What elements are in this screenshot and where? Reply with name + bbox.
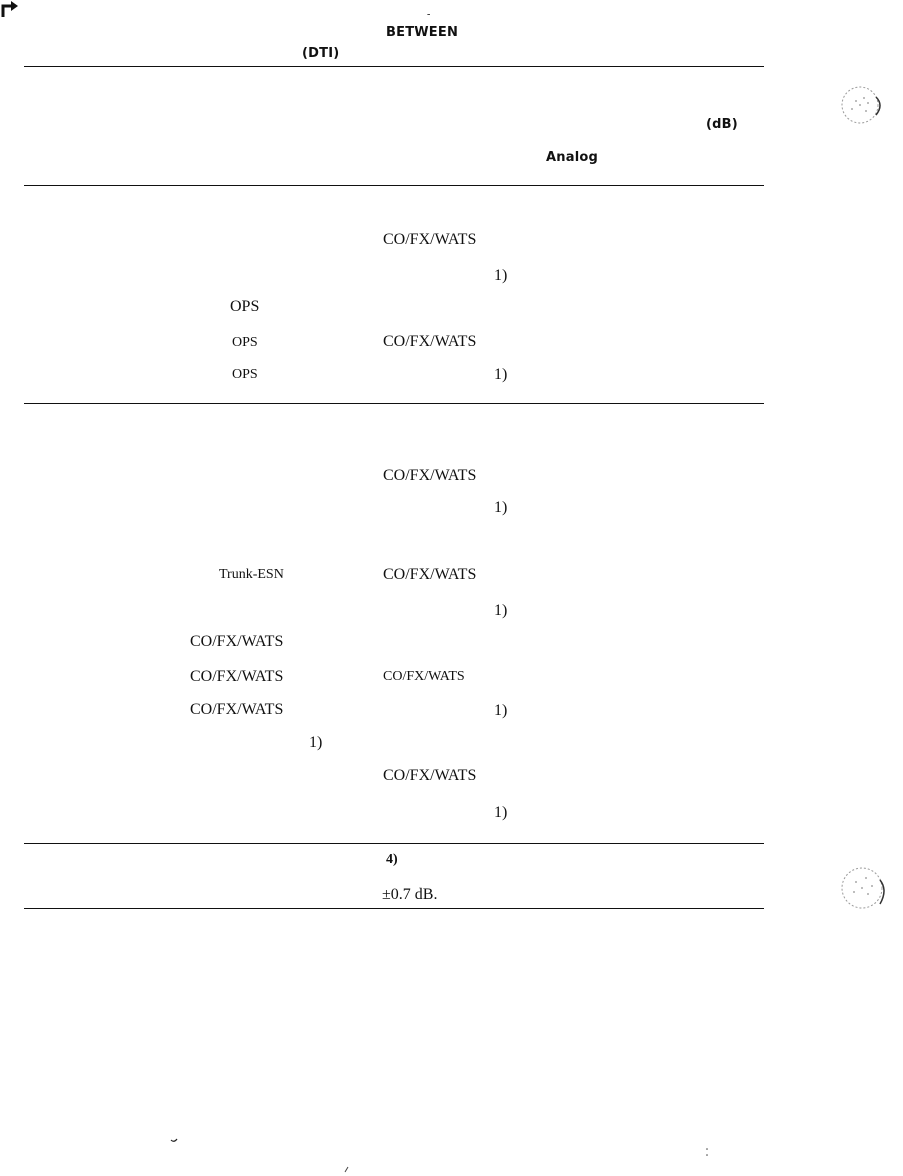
rule-header-bottom (24, 185, 764, 186)
column-header-analog: Analog (546, 150, 598, 165)
rule-section1-bottom (24, 403, 764, 404)
rule-notes-bottom (24, 908, 764, 909)
s2-r10-c3: 1) (494, 804, 508, 821)
scan-speck-icon (170, 1138, 178, 1144)
s1-r2-c3: 1) (494, 267, 508, 284)
note-4: 4) (386, 852, 398, 867)
s2-r6-c2: CO/FX/WATS (190, 668, 284, 685)
s1-r4-c2: OPS (232, 335, 258, 350)
s2-r9-c3: CO/FX/WATS (383, 767, 477, 784)
scan-speck-icon (704, 1146, 710, 1160)
rule-top (24, 66, 764, 67)
s1-r5-c3: 1) (494, 366, 508, 383)
s2-r7-c2: CO/FX/WATS (190, 701, 284, 718)
note-tolerance: ±0.7 dB. (382, 886, 438, 903)
s1-r1-c3: CO/FX/WATS (383, 231, 477, 248)
header-between: BETWEEN (386, 25, 459, 40)
s2-r2-c3: 1) (494, 499, 508, 516)
s1-r5-c2: OPS (232, 367, 258, 382)
s2-r8-c2: 1) (309, 734, 323, 751)
s2-r6-c3: CO/FX/WATS (383, 669, 465, 684)
s2-r4-c3: 1) (494, 602, 508, 619)
dash-mark: - (427, 9, 431, 20)
header-dti: (DTI) (302, 46, 340, 61)
rule-section2-bottom (24, 843, 764, 844)
punch-hole-bottom-icon (840, 858, 888, 924)
s2-r5-c2: CO/FX/WATS (190, 633, 284, 650)
s2-r7-c3: 1) (494, 702, 508, 719)
s1-r4-c3: CO/FX/WATS (383, 333, 477, 350)
s2-r1-c3: CO/FX/WATS (383, 467, 477, 484)
column-header-db: (dB) (706, 117, 738, 132)
scan-speck-icon (343, 1166, 351, 1174)
corner-arrow-icon (0, 0, 20, 18)
s1-r3-c2: OPS (230, 298, 260, 315)
punch-hole-top-icon (838, 83, 886, 129)
s2-r3-c3: CO/FX/WATS (383, 566, 477, 583)
s2-r3-c2: Trunk-ESN (219, 567, 284, 582)
